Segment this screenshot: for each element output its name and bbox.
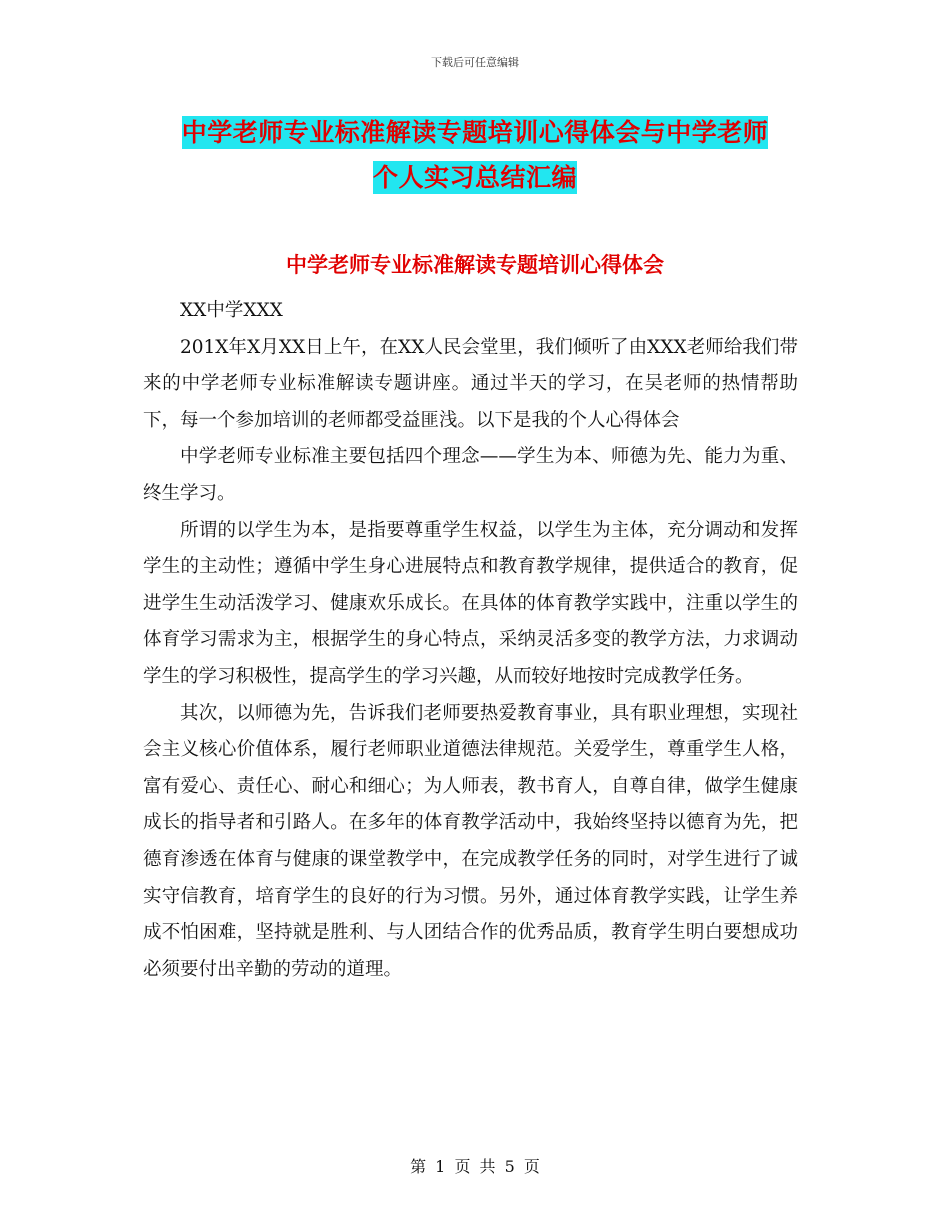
paragraph: 其次，以师德为先，告诉我们老师要热爱教育事业，具有职业理想，实现社会主义核心价值体系，履行老师职业道德法律规范。关爱学生，尊重学生人格，富有爱心、责任心、耐心和细心；为人师表，教书育人，自尊自律，做学生健康成长的指导者和引路人。在多年的体育教学活动中，我始终坚持以德育为先，把德育渗透在体育与健康的课堂教学中，在完成教学任务的同时，对学生进行了诚实守信教育，培育学生的良好的行为习惯。另外，通过体育教学实践，让学生养成不怕困难，坚持就是胜利、与人团结合作的优秀品质，教育学生明白要想成功必须要付出辛勤的劳动的道理。 bbox=[143, 702, 798, 980]
paragraph: 中学老师专业标准主要包括四个理念——学生为本、师德为先、能力为重、终生学习。 bbox=[143, 446, 798, 504]
page-number-footer: 第 1 页 共 5 页 bbox=[410, 1157, 540, 1176]
document-title-line-1 bbox=[0, 113, 950, 149]
author-line: XX中学XXX bbox=[180, 300, 283, 321]
document-title-line-2-text: 个人实习总结汇编 bbox=[372, 163, 577, 192]
document-title-line-1-text: 中学老师专业标准解读专题培训心得体会与中学老师 bbox=[181, 118, 769, 147]
section-title: 中学老师专业标准解读专题培训心得体会 bbox=[286, 253, 664, 277]
paragraph: 所谓的以学生为本，是指要尊重学生权益，以学生为主体，充分调动和发挥学生的主动性；遵循中学生身心进展特点和教育教学规律，提供适合的教育，促进学生生动活泼学习、健康欢乐成长。在具体的体育教学实践中，注重以学生的体育学习需求为主，根据学生的身心特点，采纳灵活多变的教学方法，力求调动学生的学习积极性，提高学生的学习兴趣，从而较好地按时完成教学任务。 bbox=[143, 519, 798, 687]
paragraph: 201X年X月XX日上午，在XX人民会堂里，我们倾听了由XXX老师给我们带来的中学老师专业标准解读专题讲座。通过半天的学习，在吴老师的热情帮助下，每一个参加培训的老师都受益匪浅。以下是我的个人心得体会 bbox=[143, 336, 798, 431]
document-body bbox=[143, 293, 798, 988]
header-note: 下载后可任意编辑 bbox=[431, 56, 519, 69]
document-title-line-2 bbox=[0, 158, 950, 194]
